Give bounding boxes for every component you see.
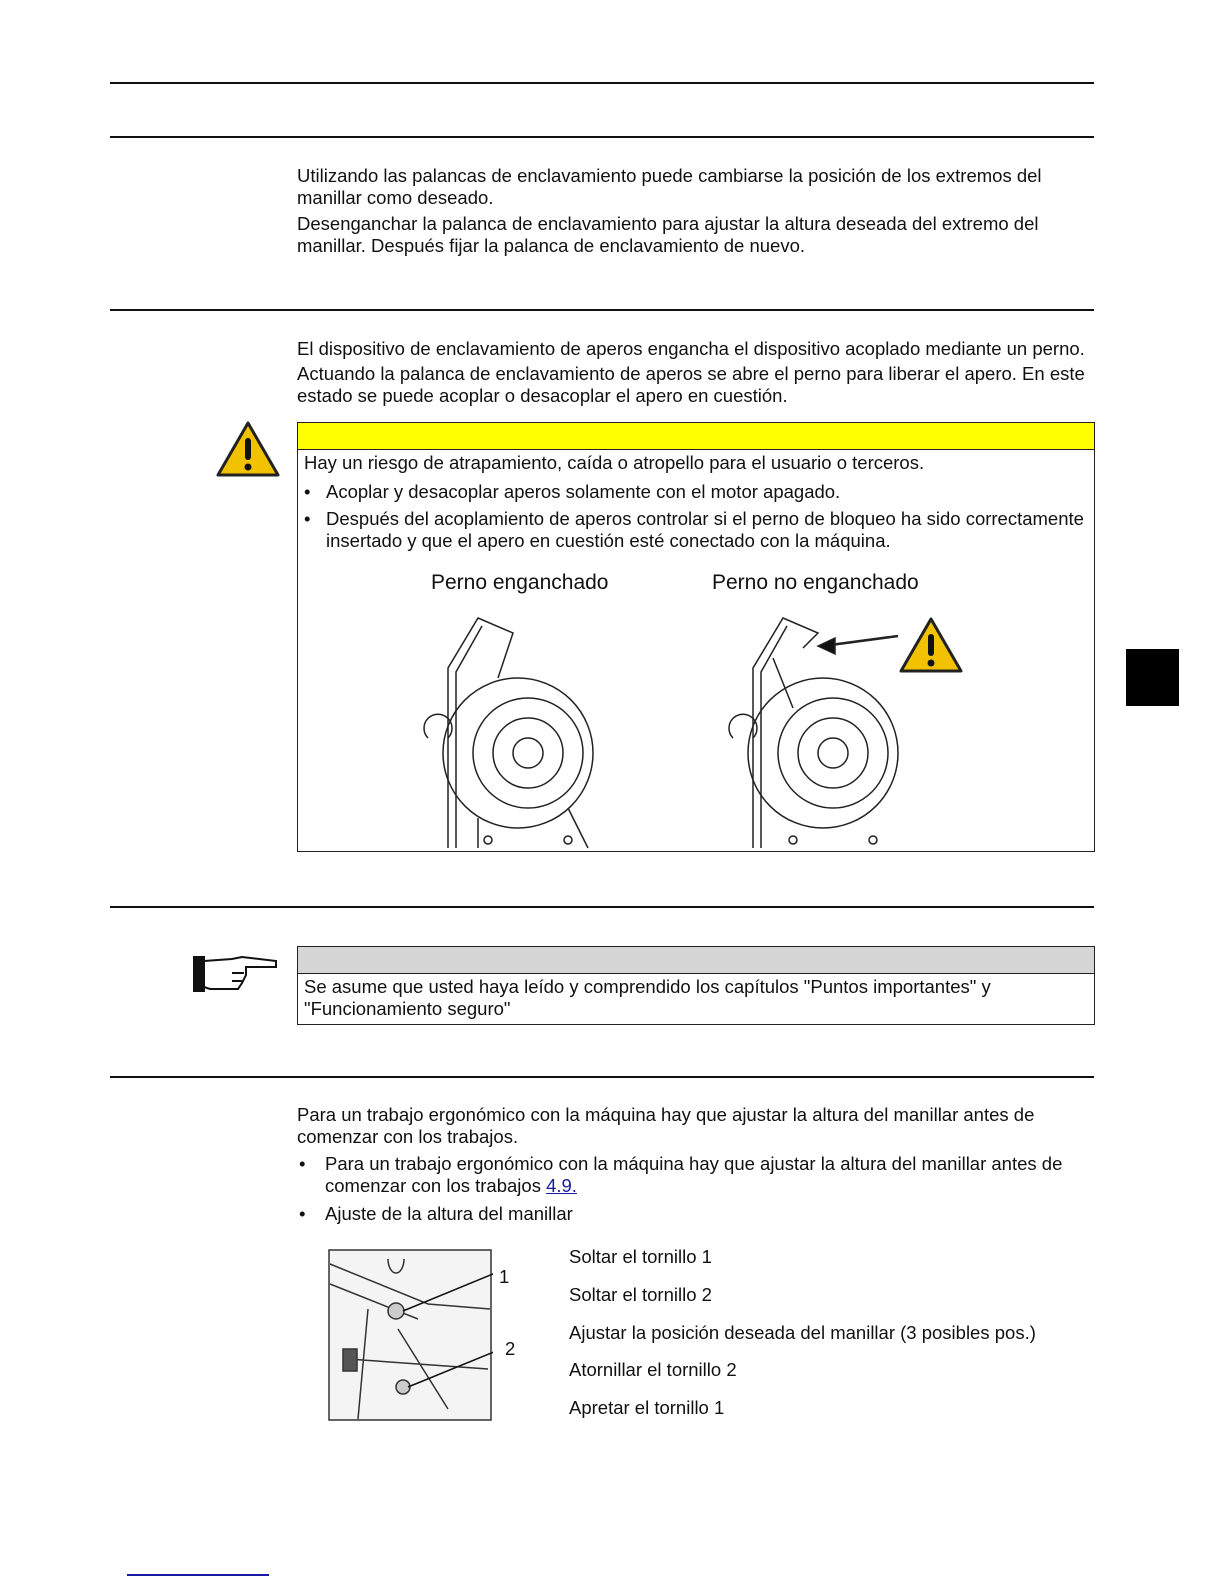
- paragraph: Desenganchar la palanca de enclavamiento para ajustar la altura deseada del extremo del manillar. Después fijar la palanca de enclavamiento de nuevo.: [297, 213, 1039, 256]
- section-link[interactable]: 4.9.: [546, 1175, 577, 1196]
- callout-label-2: 2: [505, 1338, 516, 1359]
- note-header-bar: [298, 947, 1094, 974]
- list-item: [297, 1153, 1095, 1197]
- step-item: Soltar el tornillo 1: [569, 1246, 712, 1267]
- list-item: • Ajuste de la altura del manillar: [297, 1203, 1095, 1225]
- divider: [110, 136, 1094, 138]
- divider: [110, 82, 1094, 84]
- warning-header-bar: [298, 423, 1094, 450]
- divider: [110, 309, 1094, 311]
- list-item-text: Para un trabajo ergonómico con la máquina hay que ajustar la altura del manillar antes de comenzar con los trabajos: [325, 1153, 1063, 1196]
- divider: [110, 906, 1094, 908]
- note-text: Se asume que usted haya leído y comprendido los capítulos "Puntos importantes" y "Funcionamiento seguro": [304, 976, 991, 1019]
- footnote-rule: [127, 1574, 269, 1576]
- callout-label-1: 1: [499, 1266, 510, 1287]
- warning-box: [297, 422, 1095, 852]
- paragraph: Actuando la palanca de enclavamiento de aperos se abre el perno para liberar el apero. En este estado se puede acoplar o desacoplar el apero en cuestión.: [297, 363, 1085, 406]
- step-item: Soltar el tornillo 2: [569, 1284, 712, 1305]
- paragraph: Utilizando las palancas de enclavamiento puede cambiarse la posición de los extremos del manillar como deseado.: [297, 165, 1042, 208]
- caption-engaged: Perno enganchado: [431, 571, 609, 594]
- note-box: [297, 946, 1095, 1025]
- chapter-tab-marker: [1126, 649, 1179, 706]
- paragraph: El dispositivo de enclavamiento de aperos engancha el dispositivo acoplado mediante un perno.: [297, 338, 1085, 359]
- pin-engaged-illustration: [418, 608, 618, 851]
- pointing-hand-icon: [192, 953, 280, 993]
- warning-triangle-icon: [898, 616, 964, 674]
- warning-bullet: • Después del acoplamiento de aperos controlar si el perno de bloqueo ha sido correctamente insertado y que el apero en cuestión esté conectado con la máquina.: [298, 508, 1094, 552]
- warning-bullet: • Acoplar y desacoplar aperos solamente con el motor apagado.: [298, 481, 1094, 503]
- step-item: Ajustar la posición deseada del manillar (3 posibles pos.): [569, 1322, 1036, 1343]
- warning-text: Hay un riesgo de atrapamiento, caída o atropello para el usuario o terceros.: [304, 452, 925, 473]
- divider: [110, 1076, 1094, 1078]
- pin-not-engaged-illustration: [723, 608, 923, 851]
- caption-not-engaged: Perno no enganchado: [712, 571, 919, 594]
- paragraph: Para un trabajo ergonómico con la máquina hay que ajustar la altura del manillar antes de comenzar con los trabajos.: [297, 1104, 1035, 1147]
- step-item: Atornillar el tornillo 2: [569, 1359, 737, 1380]
- handlebar-adjustment-photo: [328, 1249, 493, 1421]
- step-item: Apretar el tornillo 1: [569, 1397, 725, 1418]
- warning-triangle-icon: [215, 420, 281, 478]
